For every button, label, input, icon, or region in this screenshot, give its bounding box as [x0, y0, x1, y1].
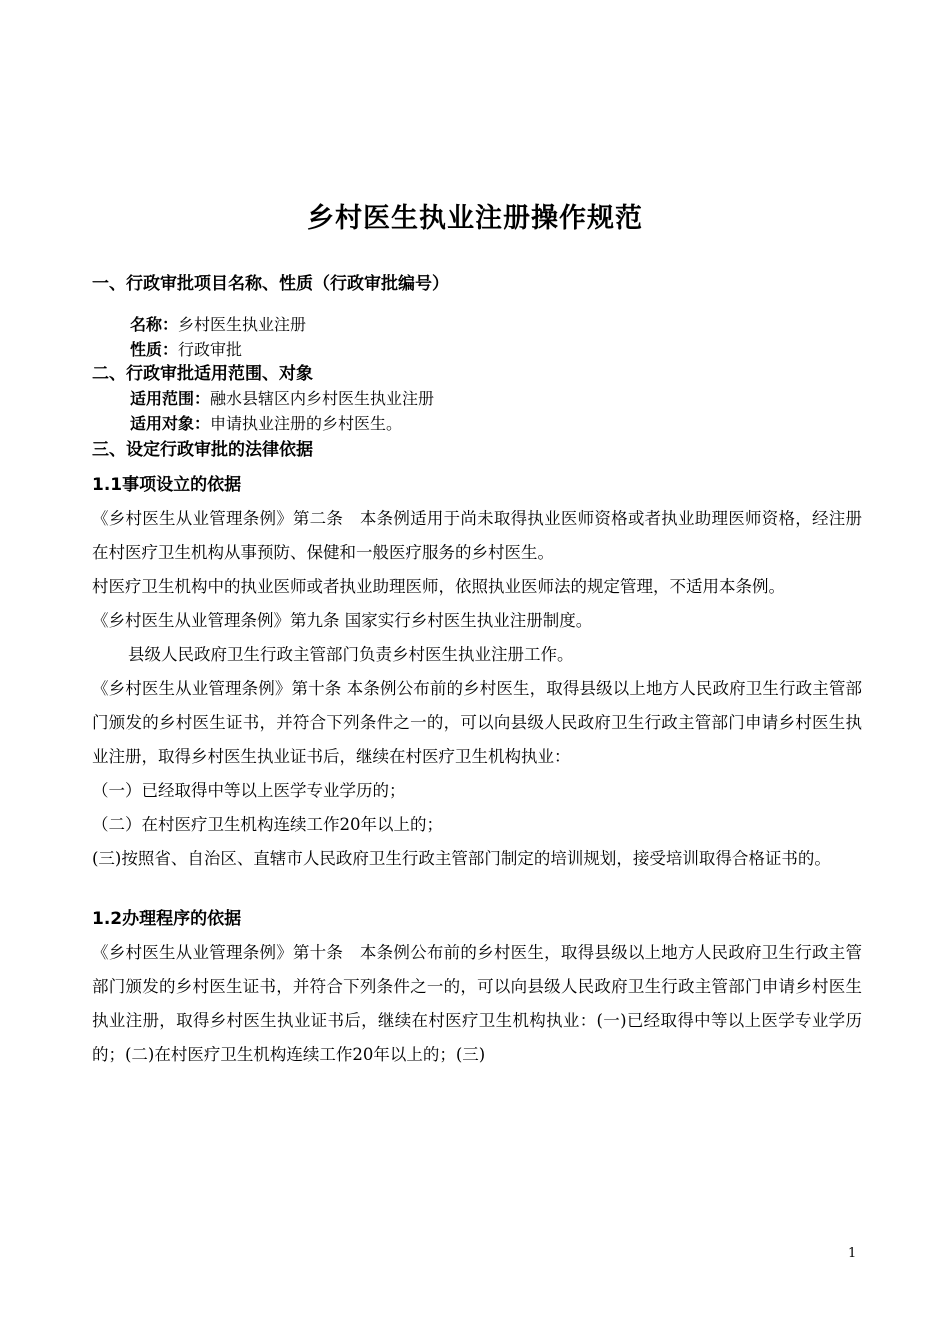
target-label: 适用对象： — [130, 414, 211, 433]
name-value: 乡村医生执业注册 — [178, 315, 307, 334]
nature-value: 行政审批 — [178, 340, 243, 359]
spacer — [92, 876, 862, 902]
scope-row — [92, 386, 862, 411]
target-row — [92, 411, 862, 436]
list-item: （二）在村医疗卫生机构连续工作20年以上的； — [92, 815, 443, 834]
scope-value: 融水县辖区内乡村医生执业注册 — [210, 389, 435, 408]
page-title: 乡村医生执业注册操作规范 — [307, 203, 643, 234]
list-item: （一）已经取得中等以上医学专业学历的； — [92, 781, 406, 800]
section-3-heading: 三、设定行政审批的法律依据 — [92, 440, 313, 460]
name-row — [92, 312, 862, 337]
page-number: 1 — [848, 1246, 857, 1261]
target-value: 申请执业注册的乡村医生。 — [210, 414, 403, 433]
list-item: (三)按照省、自治区、直辖市人民政府卫生行政主管部门制定的培训规划，接受培训取得合格证书的。 — [92, 849, 831, 868]
document-body — [92, 270, 862, 1072]
subsection-1-1-heading: 1.1事项设立的依据 — [92, 475, 242, 495]
section-1-heading: 一、行政审批项目名称、性质（行政审批编号） — [92, 274, 449, 294]
paragraph: 《乡村医生从业管理条例》第九条 国家实行乡村医生执业注册制度。 — [92, 611, 593, 630]
subsection-1-2-heading: 1.2办理程序的依据 — [92, 909, 242, 929]
paragraph: 《乡村医生从业管理条例》第十条 本条例公布前的乡村医生，取得县级以上地方人民政府卫生行政主管部门颁发的乡村医生证书，并符合下列条件之一的，可以向县级人民政府卫生行政主管部门申请乡村医生执业注册，取得乡村医生执业证书后，继续在村医疗卫生机构执业： — [92, 679, 862, 766]
paragraph: 县级人民政府卫生行政主管部门负责乡村医生执业注册工作。 — [128, 645, 574, 664]
name-label: 名称： — [130, 315, 179, 334]
paragraph: 《乡村医生从业管理条例》第二条 本条例适用于尚未取得执业医师资格或者执业助理医师资格，经注册在村医疗卫生机构从事预防、保健和一般医疗服务的乡村医生。 — [92, 509, 862, 562]
scope-label: 适用范围： — [130, 389, 211, 408]
nature-row — [92, 337, 862, 362]
section-2-heading: 二、行政审批适用范围、对象 — [92, 364, 313, 384]
paragraph: 《乡村医生从业管理条例》第十条 本条例公布前的乡村医生，取得县级以上地方人民政府卫生行政主管部门颁发的乡村医生证书，并符合下列条件之一的，可以向县级人民政府卫生行政主管部门申请乡村医生执业注册，取得乡村医生执业证书后，继续在村医疗卫生机构执业：(一)已经取得中等以上医学专业学历的；(二)在村医疗卫生机构连续工作20年以上的；(三) — [92, 943, 862, 1064]
paragraph: 村医疗卫生机构中的执业医师或者执业助理医师，依照执业医师法的规定管理，不适用本条例。 — [92, 577, 785, 596]
nature-label: 性质： — [130, 340, 179, 359]
